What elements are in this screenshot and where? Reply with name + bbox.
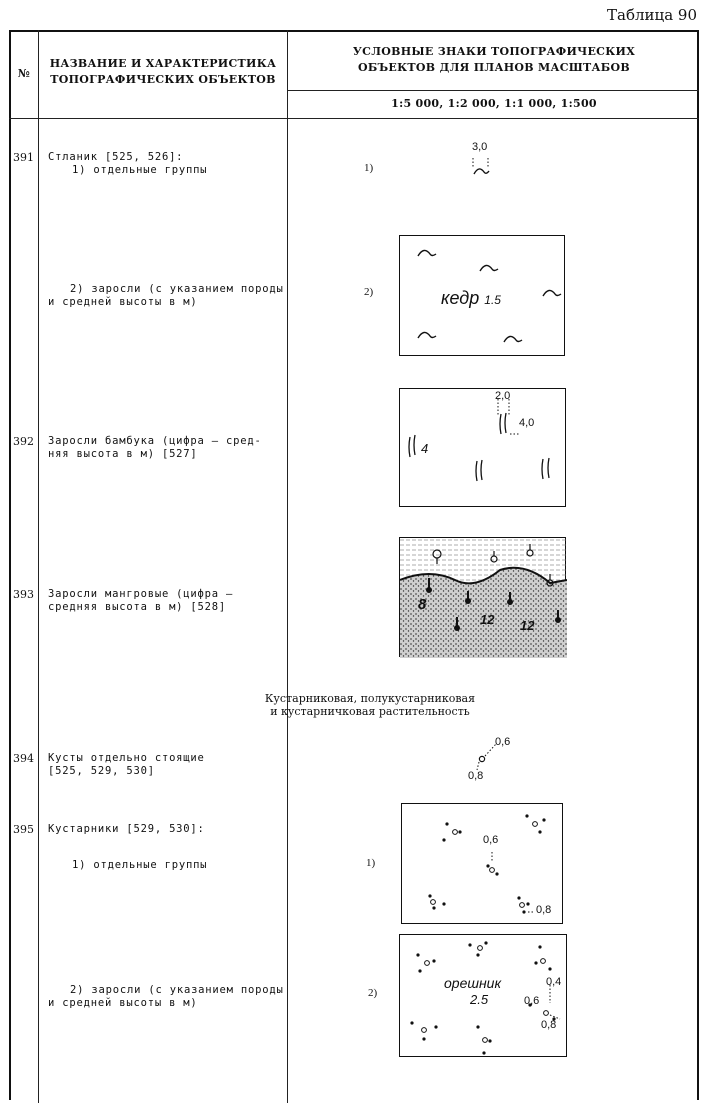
column-divider-number xyxy=(38,30,39,1103)
row-394-dim-bottom: 0,8 xyxy=(468,770,484,782)
header-name-column xyxy=(40,56,286,88)
row-394-line-1: Кусты отдельно стоящие xyxy=(48,752,205,764)
header-signs-line-1: УСЛОВНЫЕ ЗНАКИ ТОПОГРАФИЧЕСКИХ xyxy=(352,45,636,58)
header-signs-line-2: ОБЪЕКТОВ ДЛЯ ПЛАНОВ МАСШТАБОВ xyxy=(358,61,630,74)
row-395-thicket-dim-1: 0,4 xyxy=(546,976,562,988)
header-signs-column xyxy=(289,44,699,76)
row-391-mark-2: 2) xyxy=(364,286,374,298)
row-391-height: 1.5 xyxy=(484,293,501,307)
row-number-392: 392 xyxy=(13,435,34,448)
row-395-sub-2-line-2: и средней высоты в м) xyxy=(48,997,198,1009)
row-392-line-2: няя высота в м) [527] xyxy=(48,448,198,460)
row-393-description xyxy=(48,588,233,614)
row-393-height-1: 8 xyxy=(418,596,427,613)
row-391-description xyxy=(48,151,207,177)
row-391-mark-1: 1) xyxy=(364,162,374,174)
row-393-line-1: Заросли мангровые (цифра — xyxy=(48,588,234,600)
row-392-height: 4 xyxy=(421,441,429,456)
row-393-line-2: средняя высота в м) [528] xyxy=(48,601,227,613)
row-395-sub-1: 1) отдельные группы xyxy=(72,859,208,871)
section-title-line-1: Кустарниковая, полукустарниковая xyxy=(264,692,476,705)
row-392-bamboo-box xyxy=(399,388,566,507)
row-394-description xyxy=(48,752,205,778)
row-391-dim: 3,0 xyxy=(472,141,488,153)
row-395-description xyxy=(48,823,205,836)
row-395-group-dim-top: 0,6 xyxy=(483,834,499,846)
header-scale-divider xyxy=(287,90,699,91)
row-395-thicket-dim-3: 0,8 xyxy=(541,1019,557,1031)
row-395-group-box xyxy=(401,803,563,924)
header-name-line-2: ТОПОГРАФИЧЕСКИХ ОБЪЕКТОВ xyxy=(50,73,276,86)
row-391-sub-2-line-1: 2) заросли (с указанием породы xyxy=(70,283,284,295)
header-bottom-rule xyxy=(9,118,699,119)
row-391-sub-1: 1) отдельные группы xyxy=(72,164,208,176)
column-divider-signs xyxy=(287,30,288,1103)
row-number-395: 395 xyxy=(13,823,34,836)
table-frame xyxy=(9,30,699,1100)
table-caption: Таблица 90 xyxy=(607,6,697,24)
row-395-mark-1: 1) xyxy=(366,857,376,869)
row-391-species: кедр xyxy=(441,288,480,308)
row-number-391: 391 xyxy=(13,151,34,164)
row-395-mark-2: 2) xyxy=(368,987,378,999)
row-391-thicket-box xyxy=(399,235,565,356)
row-391-title: Стланик [525, 526]: xyxy=(48,151,184,163)
row-395-group-dim-bottom: 0,8 xyxy=(536,904,552,916)
row-number-394: 394 xyxy=(13,752,34,765)
row-393-height-3: 12 xyxy=(520,618,535,633)
row-number-393: 393 xyxy=(13,588,34,601)
row-393-mangrove-box xyxy=(399,537,566,657)
row-395-height: 2.5 xyxy=(470,992,489,1007)
row-393-height-2: 12 xyxy=(480,612,495,627)
row-394-dim-top: 0,6 xyxy=(495,736,511,748)
row-395-species: орешник xyxy=(444,975,502,991)
row-391-sub-2-line-2: и средней высоты в м) xyxy=(48,296,198,308)
cedar-elfin-symbol-icon xyxy=(466,154,496,180)
row-392-line-1: Заросли бамбука (цифра — сред- xyxy=(48,435,262,447)
row-392-dim-top: 2,0 xyxy=(495,390,511,402)
row-392-dim-side: 4,0 xyxy=(519,417,535,429)
row-392-description xyxy=(48,435,262,461)
row-391-species-label xyxy=(441,288,501,309)
row-395-sub-2 xyxy=(48,984,284,1010)
row-394-line-2: [525, 529, 530] xyxy=(48,765,155,777)
header-number: № xyxy=(17,67,31,80)
row-395-thicket-dim-2: 0,6 xyxy=(524,995,540,1007)
section-title xyxy=(200,692,540,718)
header-name-line-1: НАЗВАНИЕ И ХАРАКТЕРИСТИКА xyxy=(49,57,277,70)
row-395-title: Кустарники [529, 530]: xyxy=(48,823,205,835)
header-scales: 1:5 000, 1:2 000, 1:1 000, 1:500 xyxy=(391,97,597,110)
row-395-sub-2-line-1: 2) заросли (с указанием породы xyxy=(70,984,284,996)
row-391-sub-2 xyxy=(48,283,284,309)
section-title-line-2: и кустарничковая растительность xyxy=(270,705,470,718)
row-395-thicket-box xyxy=(399,934,567,1057)
